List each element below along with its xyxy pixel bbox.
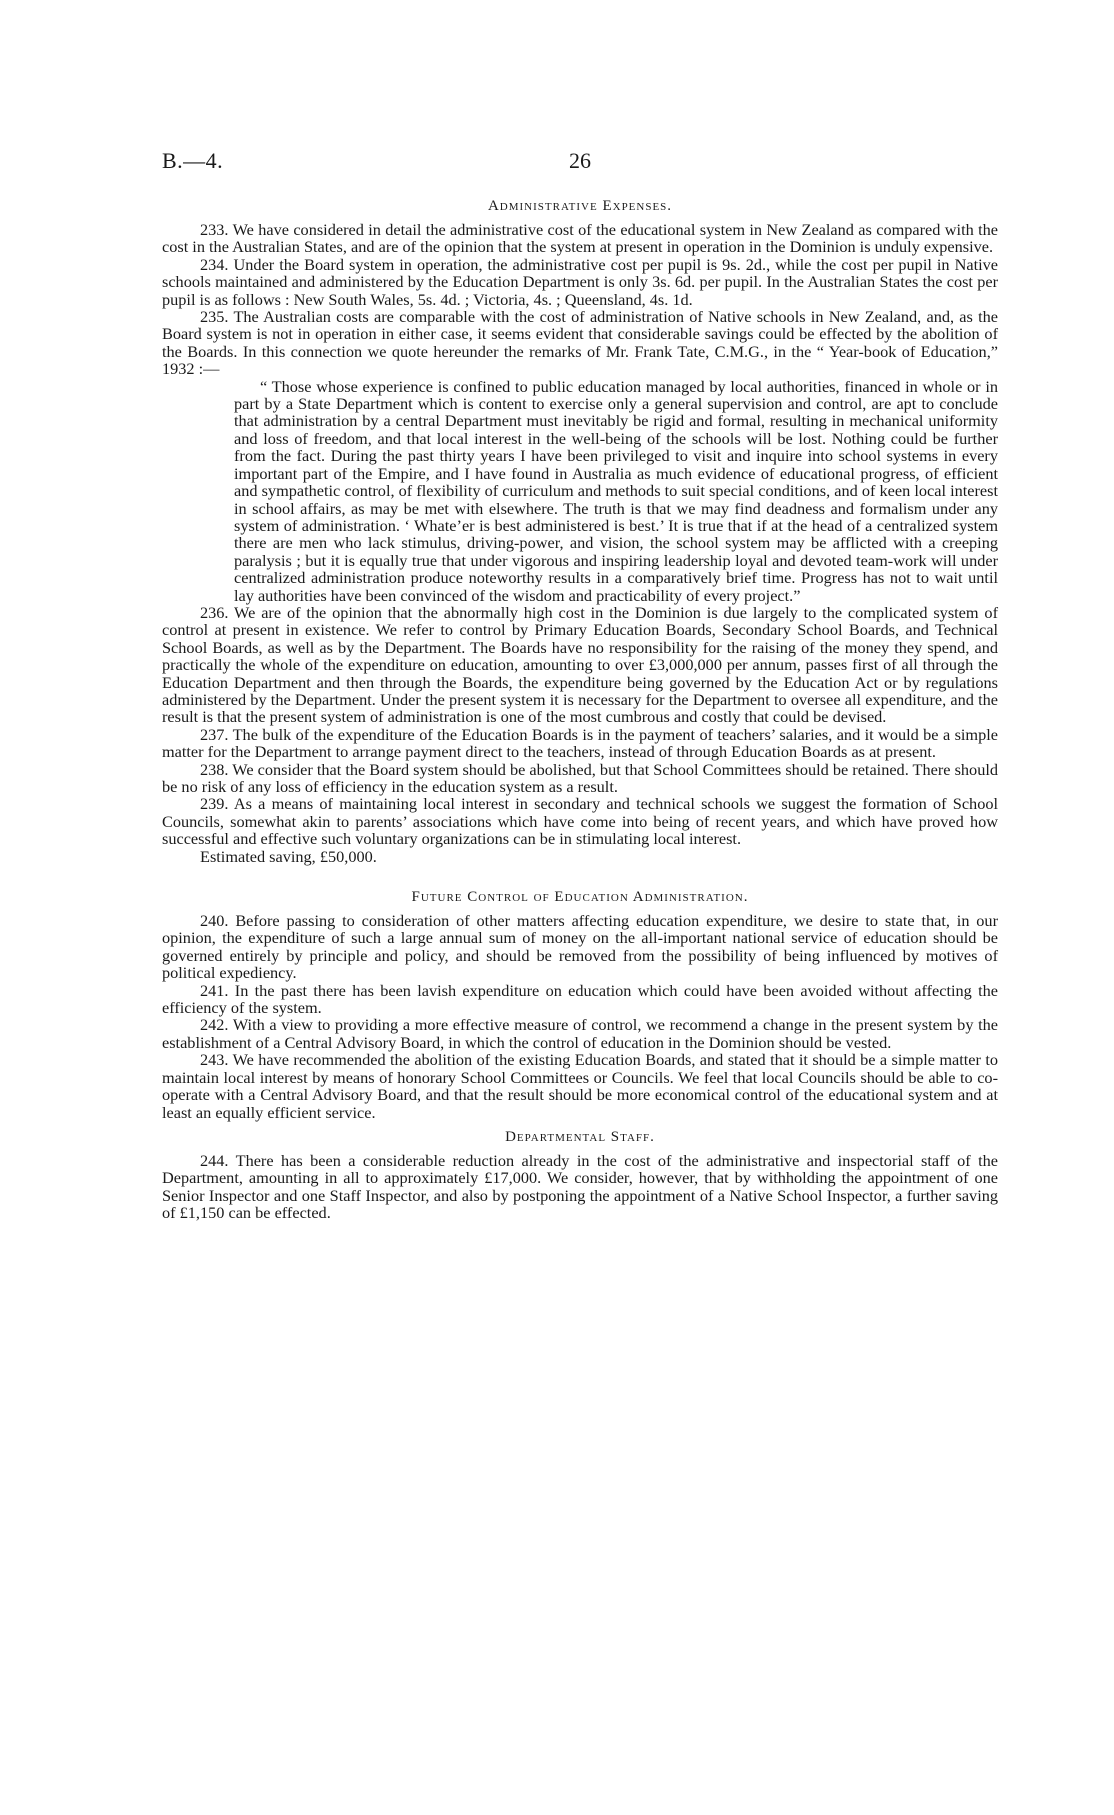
page-header <box>162 148 998 188</box>
paragraph-234: 234. Under the Board system in operation, the administrative cost per pupil is 9s. 2d., while the cost per pupil in Native schools maintained and administered by the Education Department is only 3s. 6d. per pupil. In the Australian States the cost per pupil is as follows : New South Wales, 5s. 4d. ; Victoria, 4s. ; Queensland, 4s. 1d. <box>162 254 998 309</box>
paragraph-235: 235. The Australian costs are comparable with the cost of administration of Native schools in New Zealand, and, as the Board system is not in operation in either case, it seems evident that considerable savings could be effected by the abolition of the Boards. In this connection we quote hereunder the remarks of Mr. Frank Tate, C.M.G., in the “ Year-book of Education,” 1932 :— <box>162 307 998 379</box>
paragraph-243: 243. We have recommended the abolition of the existing Education Boards, and stated that it should be a simple matter to maintain local interest by means of honorary School Committees or Councils. We feel that local Councils should be able to co-operate with a Central Advisory Board, and that the result should be more economical control of the educational system and at least an equally efficient service. <box>162 1050 998 1122</box>
paragraph-236: 236. We are of the opinion that the abnormally high cost in the Dominion is due largely to the complicated system of control at present in existence. We refer to control by Primary Education Boards, Secondary School Boards, and Technical School Boards, as well as by the Department. The Boards have no responsibility for the raising of the money they spend, and practically the whole of the expenditure on education, amounting to over £3,000,000 per annum, passes first of all through the Education Department and then through the Boards, the expenditure being governed by the Education Act or by regulations administered by the Department. Under the present system it is necessary for the Department to oversee all expenditure, and the result is that the present system of administration is one of the most cumbrous and costly that could be devised. <box>162 602 998 727</box>
document-reference: B.—4. <box>162 148 224 173</box>
paragraph-240: 240. Before passing to consideration of other matters affecting education expenditure, we desire to state that, in our opinion, the expenditure of such a large annual sum of money on the all-important national service of education should be governed entirely by principle and policy, and should be removed from the possibility of being influenced by motives of political expediency. <box>162 911 998 983</box>
paragraph-239: 239. As a means of maintaining local interest in secondary and technical schools we suggest the formation of School Councils, somewhat akin to parents’ associations which have come into being of recent years, and which have proved how successful and effective such voluntary organizations can be in stimulating local interest. <box>162 794 998 849</box>
section-heading-future-control: Future Control of Education Administration. <box>411 889 749 906</box>
paragraph-238: 238. We consider that the Board system should be abolished, but that School Committees should be retained. There should be no risk of any loss of efficiency in the education system as a result. <box>162 759 998 796</box>
paragraph-237: 237. The bulk of the expenditure of the Education Boards is in the payment of teachers’ salaries, and it would be a simple matter for the Department to arrange payment direct to the teachers, instead of through Education Boards as at present. <box>162 724 998 762</box>
paragraph-241: 241. In the past there has been lavish expenditure on education which could have been avoided without affecting the efficiency of the system. <box>162 980 998 1018</box>
paragraph-244: 244. There has been a considerable reduction already in the cost of the administrative and inspectorial staff of the Department, amounting in all to approximately £17,000. We consider, however, that by withholding the appointment of one Senior Inspector and one Staff Inspector, and also by postponing the appointment of a Native School Inspector, a further saving of £1,150 can be effected. <box>162 1150 998 1223</box>
paragraph-233: 233. We have considered in detail the administrative cost of the educational system in New Zealand as compared with the cost in the Australian States, and are of the opinion that the system at present in operation in the Dominion is unduly expensive. <box>162 220 998 257</box>
section-heading-departmental-staff: Departmental Staff. <box>505 1128 655 1145</box>
estimated-saving: Estimated saving, £50,000. <box>200 846 377 866</box>
section-heading-administrative-expenses: Administrative Expenses. <box>487 198 673 214</box>
block-quote-frank-tate: “ Those whose experience is confined to public education managed by local authorities, financed in whole or in part by a State Department which is content to exercise only a general supervision and control, are apt to conclude that administration by a central Department must inevitably be rigid and formal, resulting in mechanical uniformity and loss of freedom, and that local interest in the well-being of the schools will be lost. Nothing could be further from the fact. During the past thirty years I have been privileged to visit and inquire into school systems in every important part of the Empire, and I have found in Australia as much evidence of educational progress, of efficient and sympathetic control, of flexibility of curriculum and methods to suit special conditions, and of keen local interest in school affairs, as may be met with elsewhere. The truth is that we may find deadness and formalism under any system of administration. ‘ Whate’er is best administered is best.’ It is true that if at the head of a centralized system there are men who lack stimulus, driving-power, and vision, the school system may be afflicted with a creeping paralysis ; but it is equally true that under vigorous and inspiring leadership loyal and devoted team-work will under centralized administration produce noteworthy results in a comparatively brief time. Progress has not to wait until lay authorities have been convinced of the wisdom and practicability of every project.” <box>234 376 998 605</box>
page-number: 26 <box>569 148 591 173</box>
paragraph-242: 242. With a view to providing a more effective measure of control, we recommend a change in the present system by the establishment of a Central Advisory Board, in which the control of education in the Dominion should be vested. <box>162 1015 998 1052</box>
